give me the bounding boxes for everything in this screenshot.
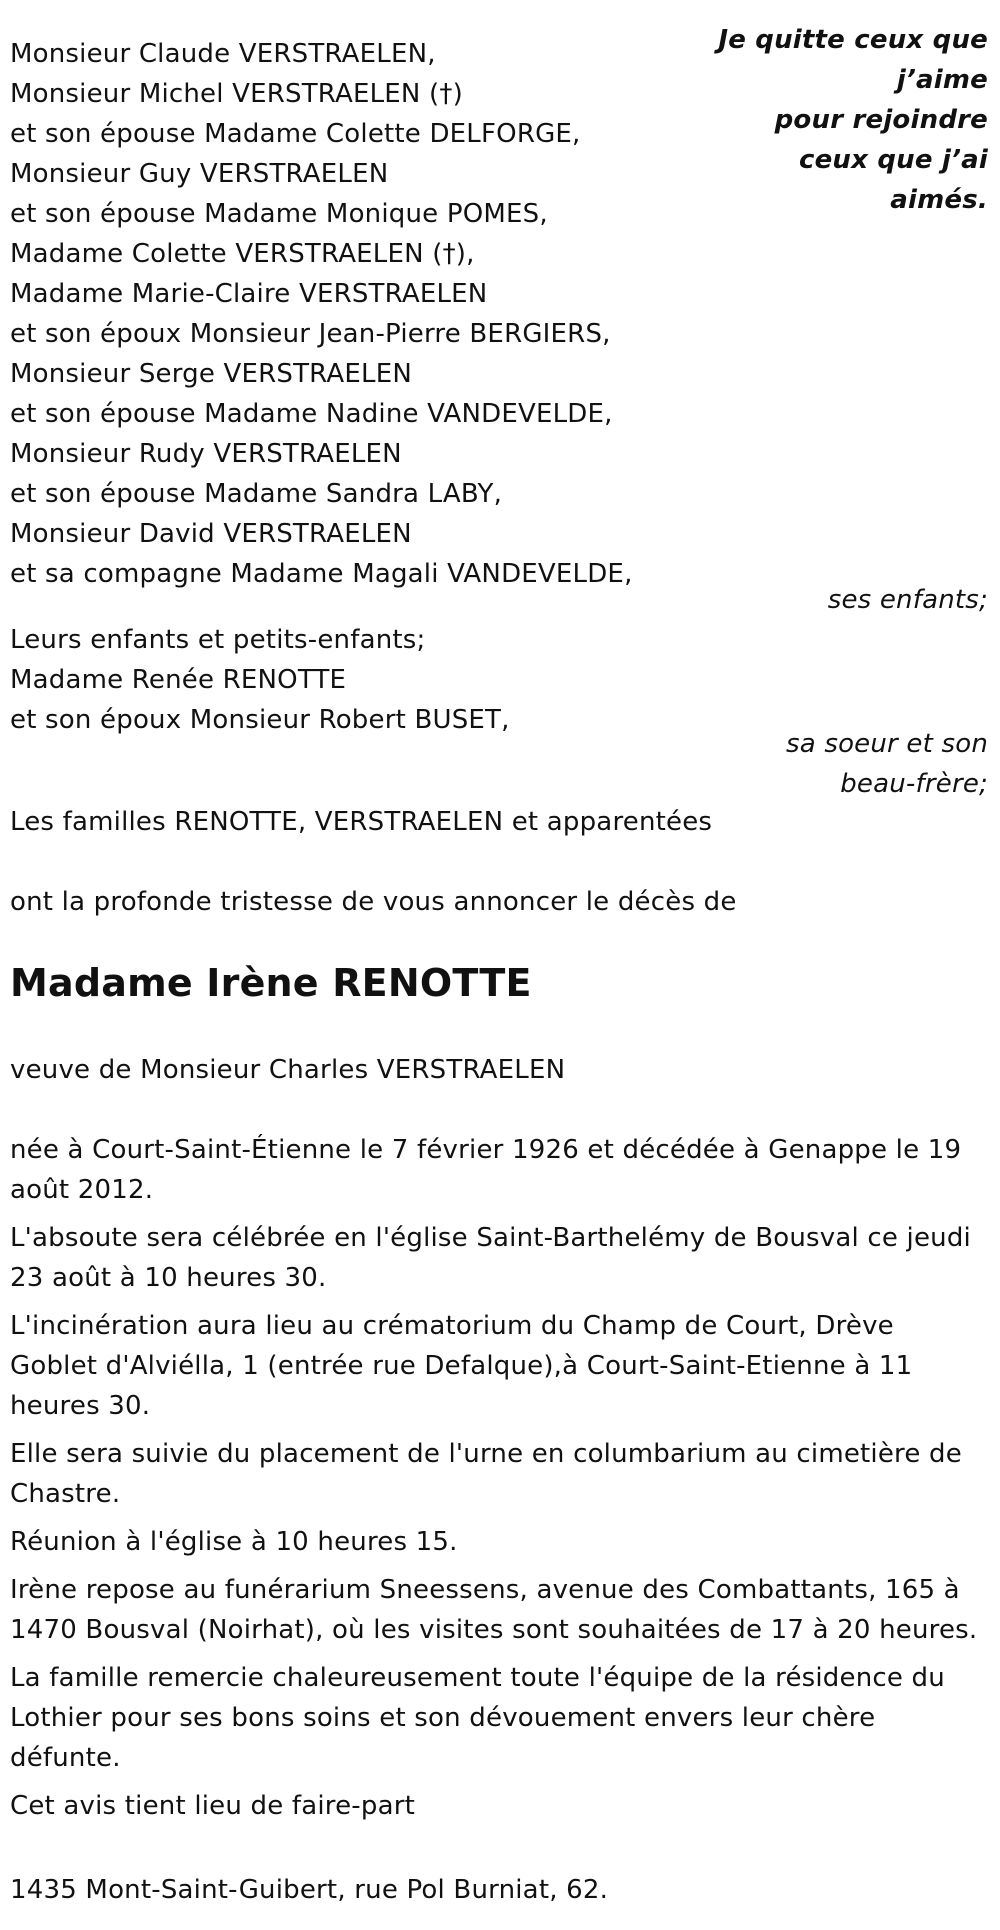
epitaph-quote xyxy=(718,20,988,220)
family-line: et son épouse Madame Sandra LABY, xyxy=(10,479,503,509)
children-label: ses enfants; xyxy=(827,585,988,615)
detail-paragraph: Elle sera suivie du placement de l'urne en columbarium au cimetière de Chastre. xyxy=(10,1439,962,1509)
address: 1435 Mont-Saint-Guibert, rue Pol Burniat, 62. xyxy=(10,1875,609,1905)
family-line: Monsieur David VERSTRAELEN xyxy=(10,519,412,549)
widow-of: veuve de Monsieur Charles VERSTRAELEN xyxy=(10,1055,566,1085)
family-line: et son époux Monsieur Robert BUSET, xyxy=(10,705,510,735)
family-line: et son époux Monsieur Jean-Pierre BERGIERS, xyxy=(10,319,611,349)
quote-line: j’aime xyxy=(896,65,988,95)
quote-line: pour rejoindre xyxy=(774,105,988,135)
detail-paragraph: L'incinération aura lieu au crématorium du Champ de Court, Drève Goblet d'Alviélla, 1 (entrée rue Defalque),à Court-Saint-Etienne à 11 heures 30. xyxy=(10,1311,913,1421)
quote-line: Je quitte ceux que xyxy=(718,25,988,55)
family-line: Monsieur Serge VERSTRAELEN xyxy=(10,359,412,389)
deceased-name: Madame Irène RENOTTE xyxy=(10,961,532,1005)
family-line: et son épouse Madame Nadine VANDEVELDE, xyxy=(10,399,613,429)
detail-paragraph: L'absoute sera célébrée en l'église Saint-Barthelémy de Bousval ce jeudi 23 août à 10 heures 30. xyxy=(10,1223,971,1293)
family-line: Monsieur Michel VERSTRAELEN (†) xyxy=(10,79,463,109)
family-line: Monsieur Claude VERSTRAELEN, xyxy=(10,39,436,69)
family-line: Madame Colette VERSTRAELEN (†), xyxy=(10,239,475,269)
detail-paragraph: née à Court-Saint-Étienne le 7 février 1926 et décédée à Genappe le 19 août 2012. xyxy=(10,1135,962,1205)
sibling-label xyxy=(786,724,988,804)
family-line: et son épouse Madame Monique POMES, xyxy=(10,199,548,229)
sibling-label-line: beau-frère; xyxy=(840,769,988,799)
family-line: Madame Marie-Claire VERSTRAELEN xyxy=(10,279,488,309)
family-line: et son épouse Madame Colette DELFORGE, xyxy=(10,119,581,149)
sibling-label-line: sa soeur et son xyxy=(785,729,988,759)
detail-paragraph: Cet avis tient lieu de faire-part xyxy=(10,1791,415,1821)
family-line: et sa compagne Madame Magali VANDEVELDE, xyxy=(10,559,633,589)
detail-paragraph: La famille remercie chaleureusement toute l'équipe de la résidence du Lothier pour ses bons soins et son dévouement envers leur chère défunte. xyxy=(10,1663,945,1773)
family-line: Monsieur Guy VERSTRAELEN xyxy=(10,159,389,189)
family-line: Madame Renée RENOTTE xyxy=(10,665,347,695)
families-line: Les familles RENOTTE, VERSTRAELEN et apparentées xyxy=(10,807,713,837)
quote-line: ceux que j’ai xyxy=(798,145,988,175)
family-line: Monsieur Rudy VERSTRAELEN xyxy=(10,439,402,469)
family-line: Leurs enfants et petits-enfants; xyxy=(10,625,426,655)
quote-line: aimés. xyxy=(890,185,988,215)
detail-paragraph: Irène repose au funérarium Sneessens, avenue des Combattants, 165 à 1470 Bousval (Noirhat), où les visites sont souhaitées de 17 à 20 heures. xyxy=(10,1575,978,1645)
announcement: ont la profonde tristesse de vous annoncer le décès de xyxy=(10,887,737,917)
detail-paragraph: Réunion à l'église à 10 heures 15. xyxy=(10,1527,458,1557)
